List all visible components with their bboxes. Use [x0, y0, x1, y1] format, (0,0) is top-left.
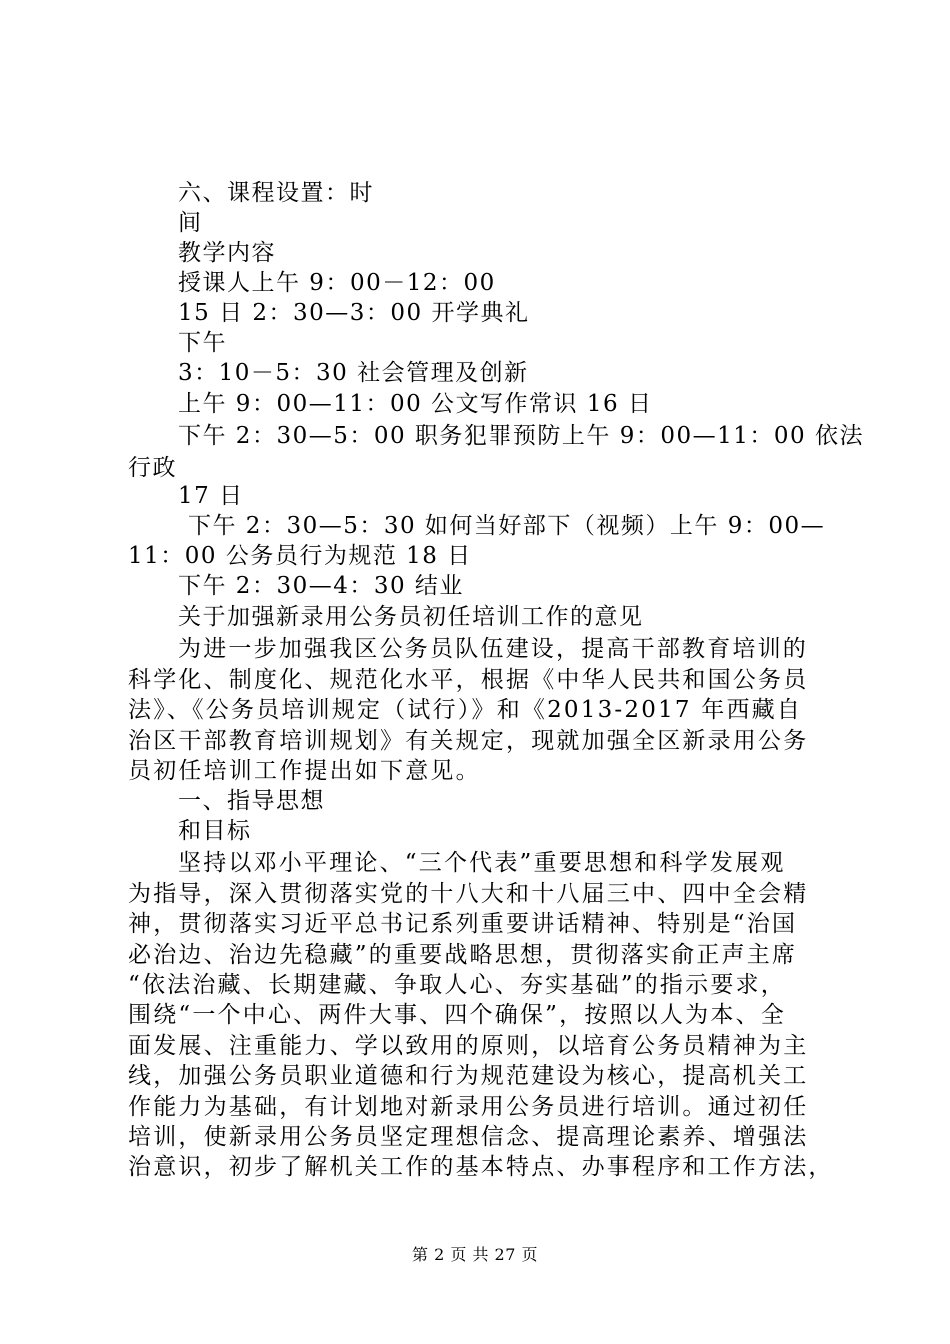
text-line: 为指导，深入贯彻落实党的十八大和十八届三中、四中全会精: [128, 881, 809, 907]
text-line: 下午 2：30—5：30 如何当好部下（视频）上午 9：00—: [188, 513, 826, 539]
text-line: 面发展、注重能力、学以致用的原则，以培育公务员精神为主: [128, 1033, 809, 1059]
text-line: 线，加强公务员职业道德和行为规范建设为核心，提高机关工: [128, 1063, 809, 1089]
text-line: 坚持以邓小平理论、“三个代表”重要思想和科学发展观: [178, 850, 786, 876]
text-line: 间: [178, 210, 203, 236]
text-line: 法》、《公务员培训规定（试行）》和《2013-2017 年西藏自: [128, 697, 803, 723]
text-line: 11：00 公务员行为规范 18 日: [128, 543, 472, 569]
text-line: 下午 2：30—4：30 结业: [178, 573, 464, 599]
text-line: 15 日 2：30—3：00 开学典礼: [178, 300, 530, 326]
text-line: 17 日: [178, 483, 244, 509]
text-line: 围绕“一个中心、两件大事、四个确保”，按照以人为本、全: [128, 1002, 786, 1028]
page-footer: 第 2 页 共 27 页: [412, 1245, 538, 1264]
text-line: 作能力为基础，有计划地对新录用公务员进行培训。通过初任: [128, 1094, 809, 1120]
text-line: 下午 2：30—5：00 职务犯罪预防上午 9：00—11：00 依法: [178, 423, 864, 449]
text-line: 神，贯彻落实习近平总书记系列重要讲话精神、特别是“治国: [128, 911, 798, 937]
text-line: 关于加强新录用公务员初任培训工作的意见: [178, 604, 644, 630]
text-line: 和目标: [178, 818, 252, 844]
text-line: 六、课程设置：时: [178, 180, 374, 206]
text-line: 必治边、治边先稳藏”的重要战略思想，贯彻落实俞正声主席: [128, 942, 798, 968]
text-line: 培训，使新录用公务员坚定理想信念、提高理论素养、增强法: [128, 1124, 809, 1150]
text-line: 行政: [128, 455, 177, 481]
text-line: “依法治藏、长期建藏、争取人心、夯实基础”的指示要求，: [128, 972, 786, 998]
text-line: 科学化、制度化、规范化水平，根据《中华人民共和国公务员: [128, 667, 809, 693]
text-line: 治区干部教育培训规划》有关规定，现就加强全区新录用公务: [128, 728, 809, 754]
text-line: 上午 9：00—11：00 公文写作常识 16 日: [178, 391, 653, 417]
text-line: 授课人上午 9：00－12：00: [178, 270, 496, 296]
text-line: 教学内容: [178, 240, 276, 266]
text-line: 员初任培训工作提出如下意见。: [128, 758, 481, 784]
text-line: 一、指导思想: [178, 788, 325, 814]
text-line: 下午: [178, 330, 227, 356]
text-line: 为进一步加强我区公务员队伍建设，提高干部教育培训的: [178, 636, 808, 662]
text-line: 治意识，初步了解机关工作的基本特点、办事程序和工作方法，: [128, 1154, 834, 1180]
text-line: 3：10－5：30 社会管理及创新: [178, 360, 529, 386]
